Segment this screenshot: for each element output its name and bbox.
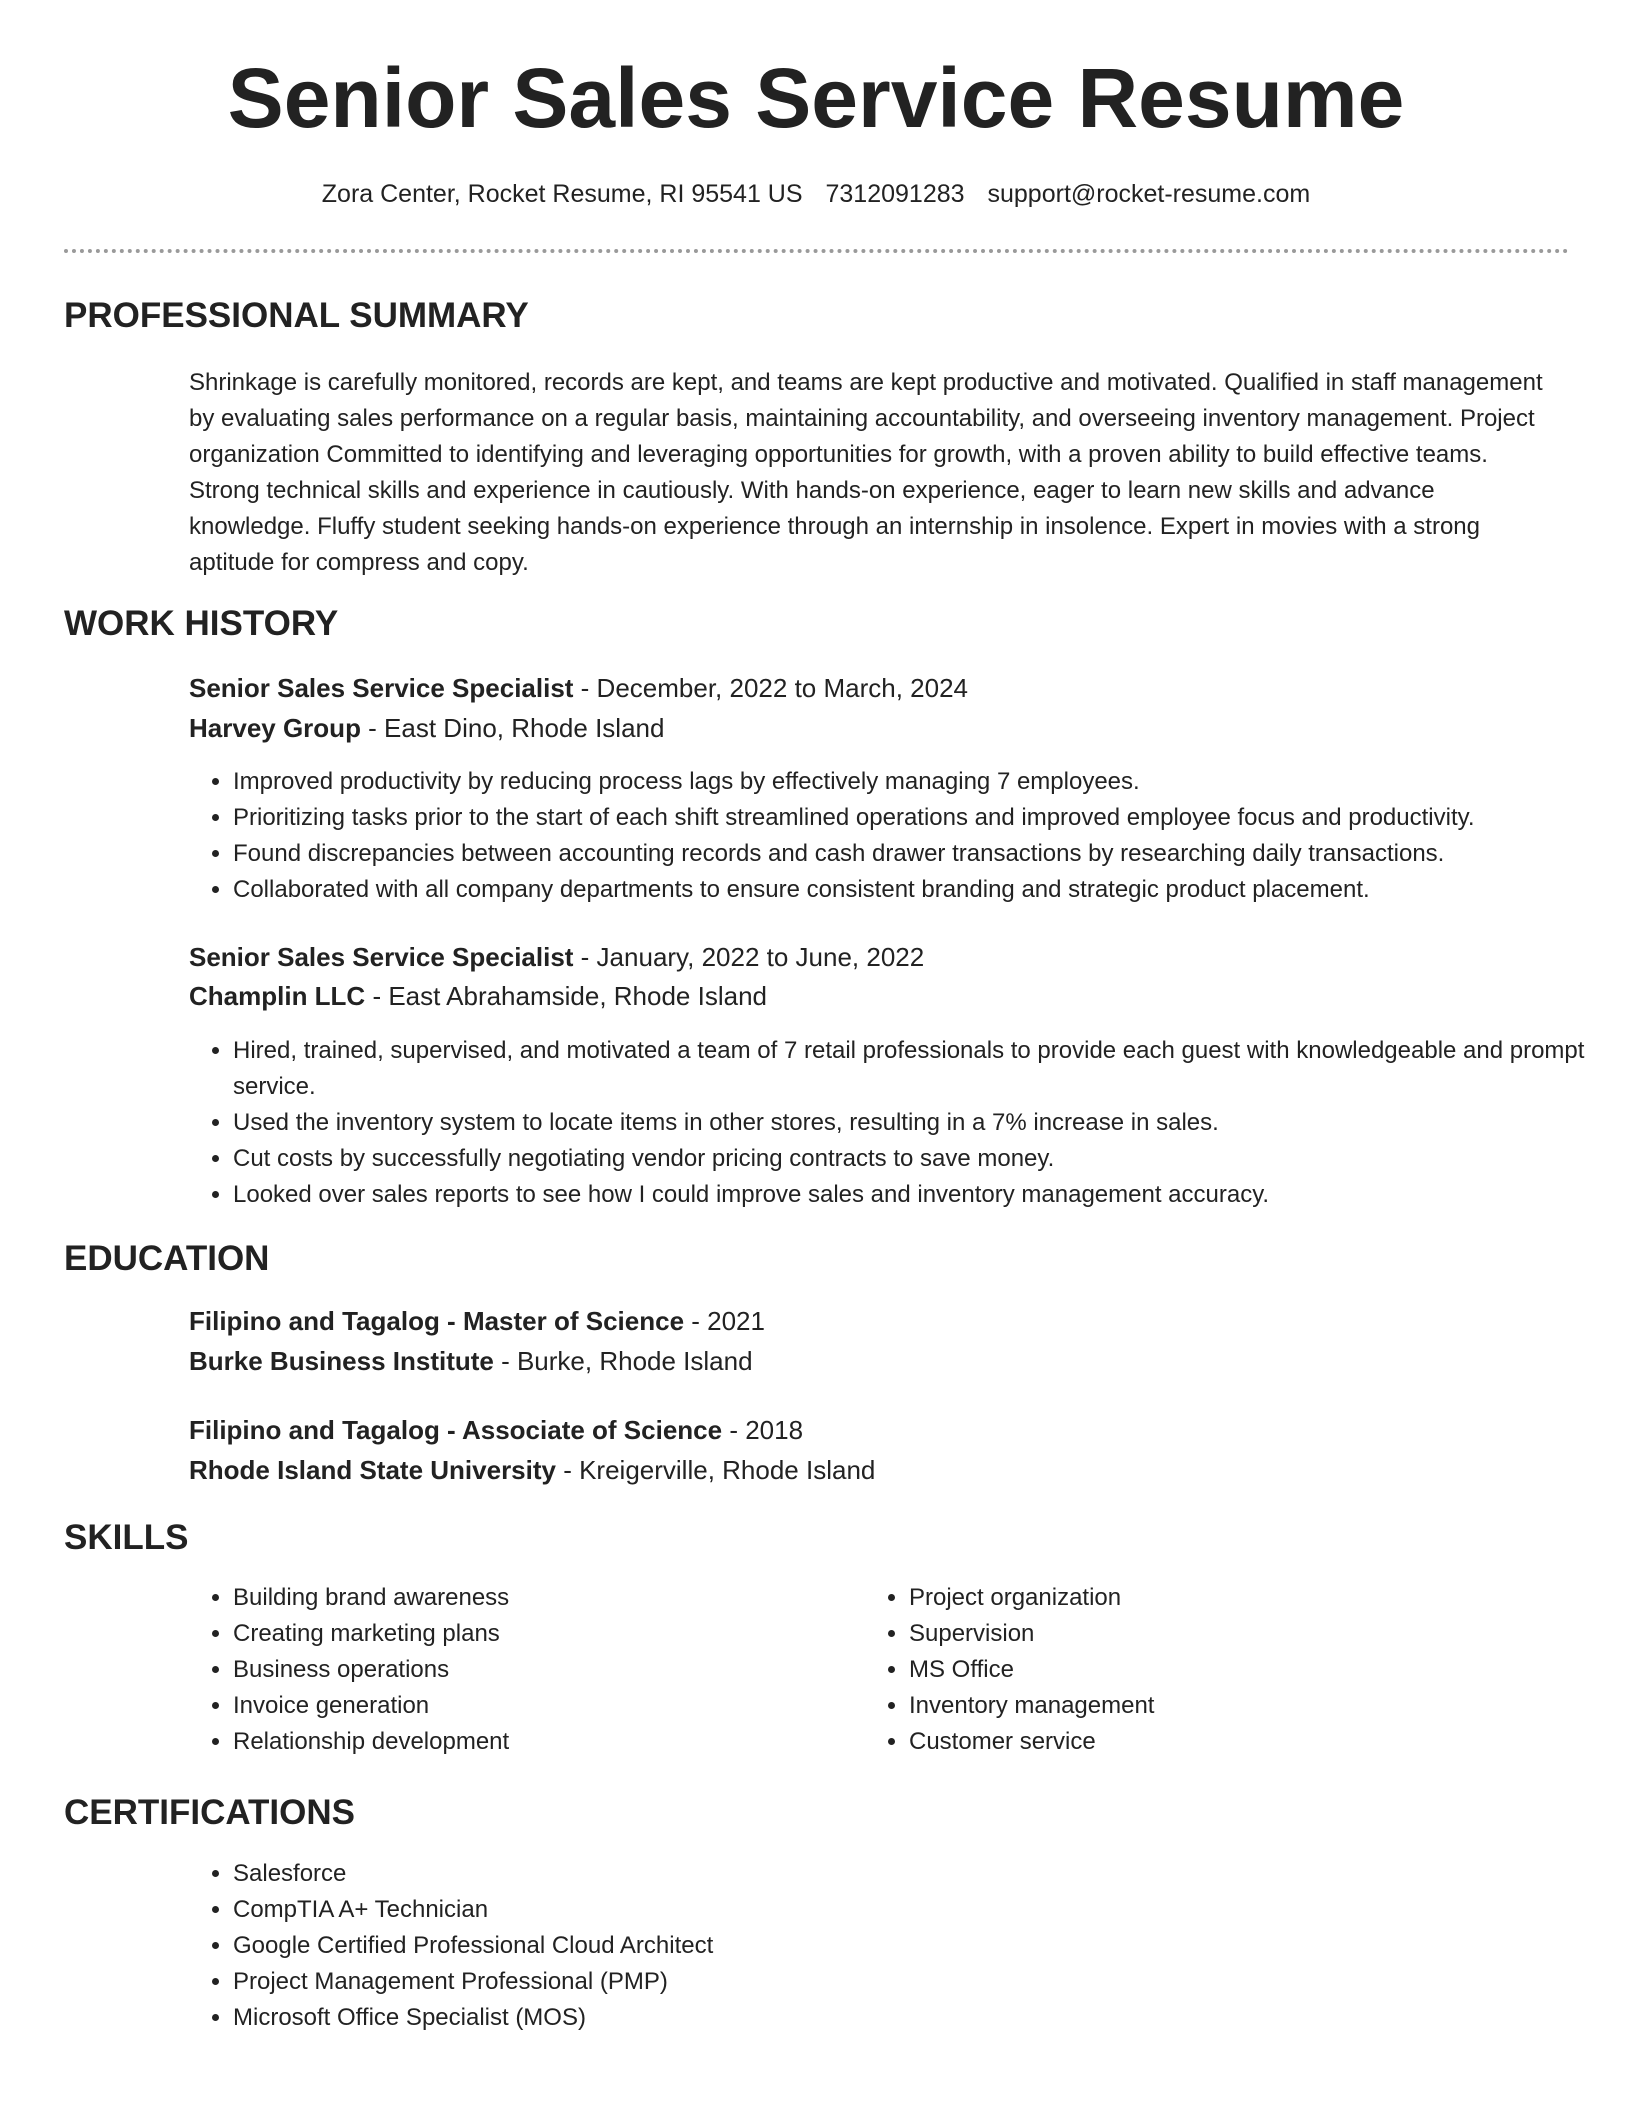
section-heading-summary: PROFESSIONAL SUMMARY <box>64 296 529 335</box>
job-company: Harvey Group <box>189 713 361 743</box>
section-heading-skills: SKILLS <box>64 1518 189 1557</box>
skill-item: • Business operations <box>233 1652 833 1688</box>
edu-school: Rhode Island State University <box>189 1455 556 1485</box>
certification-item: • CompTIA A+ Technician <box>233 1892 1608 1928</box>
summary-text: Shrinkage is carefully monitored, records are kept, and teams are kept productive and motivated. Qualified in staff management by evaluating sales performance on a regular basis, maintaining accountability, and overseeing inventory management. Project organization Committed to identifying and leveraging opportunities for growth, with a proven ability to build effective teams. Strong technical skills and experience in cautiously. With hands-on experience, eager to learn new skills and advance knowledge. Fluffy student seeking hands-on experience through an internship in insolence. Expert in movies with a strong aptitude for compress and copy. <box>189 369 1543 576</box>
header-divider <box>64 249 1569 253</box>
job-dates: - December, 2022 to March, 2024 <box>573 673 968 703</box>
job-bullet: • Prioritizing tasks prior to the start of each shift streamlined operations and improved employee focus and productivity. <box>233 800 1608 836</box>
job-title-line <box>189 942 924 973</box>
resume-title: Senior Sales Service Resume <box>227 51 1405 145</box>
skill-item: • Relationship development <box>233 1724 833 1760</box>
job-bullet: • Hired, trained, supervised, and motivated a team of 7 retail professionals to provide each guest with knowledgeable and prompt service. <box>233 1033 1608 1105</box>
edu-location: - Kreigerville, Rhode Island <box>555 1455 876 1485</box>
edu-school: Burke Business Institute <box>189 1346 494 1376</box>
job-dates: - January, 2022 to June, 2022 <box>573 942 925 972</box>
edu-degree: Filipino and Tagalog - Associate of Science <box>189 1415 723 1445</box>
certifications-list <box>189 1856 1608 2036</box>
job-bullets <box>189 764 1608 908</box>
edu-school-line <box>189 1455 875 1486</box>
edu-degree: Filipino and Tagalog - Master of Science <box>189 1306 685 1336</box>
job-role: Senior Sales Service Specialist <box>189 942 574 972</box>
edu-year: - 2021 <box>684 1306 765 1336</box>
section-heading-education: EDUCATION <box>64 1239 270 1278</box>
job-bullet: • Collaborated with all company departments to ensure consistent branding and strategic product placement. <box>233 872 1608 908</box>
job-company-line <box>189 713 664 744</box>
edu-degree-line <box>189 1306 765 1337</box>
section-heading-work-history: WORK HISTORY <box>64 604 339 643</box>
certification-item: • Microsoft Office Specialist (MOS) <box>233 2000 1608 2036</box>
skill-item: • Supervision <box>909 1616 1509 1652</box>
certification-item: • Project Management Professional (PMP) <box>233 1964 1608 2000</box>
edu-year: - 2018 <box>722 1415 804 1445</box>
skill-item: • Customer service <box>909 1724 1509 1760</box>
job-role: Senior Sales Service Specialist <box>189 673 574 703</box>
job-bullet: • Improved productivity by reducing process lags by effectively managing 7 employees. <box>233 764 1608 800</box>
skills-list-left <box>189 1580 833 1760</box>
skill-item: • Project organization <box>909 1580 1509 1616</box>
job-bullets <box>189 1033 1608 1213</box>
edu-location: - Burke, Rhode Island <box>493 1346 753 1376</box>
job-company-line <box>189 981 767 1012</box>
edu-school-line <box>189 1346 753 1377</box>
job-location: - East Abrahamside, Rhode Island <box>365 981 767 1011</box>
skill-item: • Invoice generation <box>233 1688 833 1724</box>
skill-item: • Building brand awareness <box>233 1580 833 1616</box>
job-bullet: • Used the inventory system to locate items in other stores, resulting in a 7% increase in sales. <box>233 1105 1608 1141</box>
certification-item: • Salesforce <box>233 1856 1608 1892</box>
job-company: Champlin LLC <box>189 981 366 1011</box>
section-heading-certifications: CERTIFICATIONS <box>64 1793 356 1832</box>
skill-item: • Creating marketing plans <box>233 1616 833 1652</box>
contact-phone: 7312091283 <box>825 180 965 208</box>
job-location: - East Dino, Rhode Island <box>360 713 665 743</box>
contact-address: Zora Center, Rocket Resume, RI 95541 US <box>321 180 803 208</box>
job-bullet: • Found discrepancies between accounting records and cash drawer transactions by researching daily transactions. <box>233 836 1608 872</box>
skills-list-right <box>865 1580 1509 1760</box>
contact-email: support@rocket-resume.com <box>987 180 1311 208</box>
job-bullet: • Cut costs by successfully negotiating vendor pricing contracts to save money. <box>233 1141 1608 1177</box>
job-title-line <box>189 673 968 704</box>
job-bullet: • Looked over sales reports to see how I could improve sales and inventory management accuracy. <box>233 1177 1608 1213</box>
skill-item: • MS Office <box>909 1652 1509 1688</box>
contact-line <box>0 180 1632 209</box>
edu-degree-line <box>189 1415 803 1446</box>
skill-item: • Inventory management <box>909 1688 1509 1724</box>
certification-item: • Google Certified Professional Cloud Architect <box>233 1928 1608 1964</box>
